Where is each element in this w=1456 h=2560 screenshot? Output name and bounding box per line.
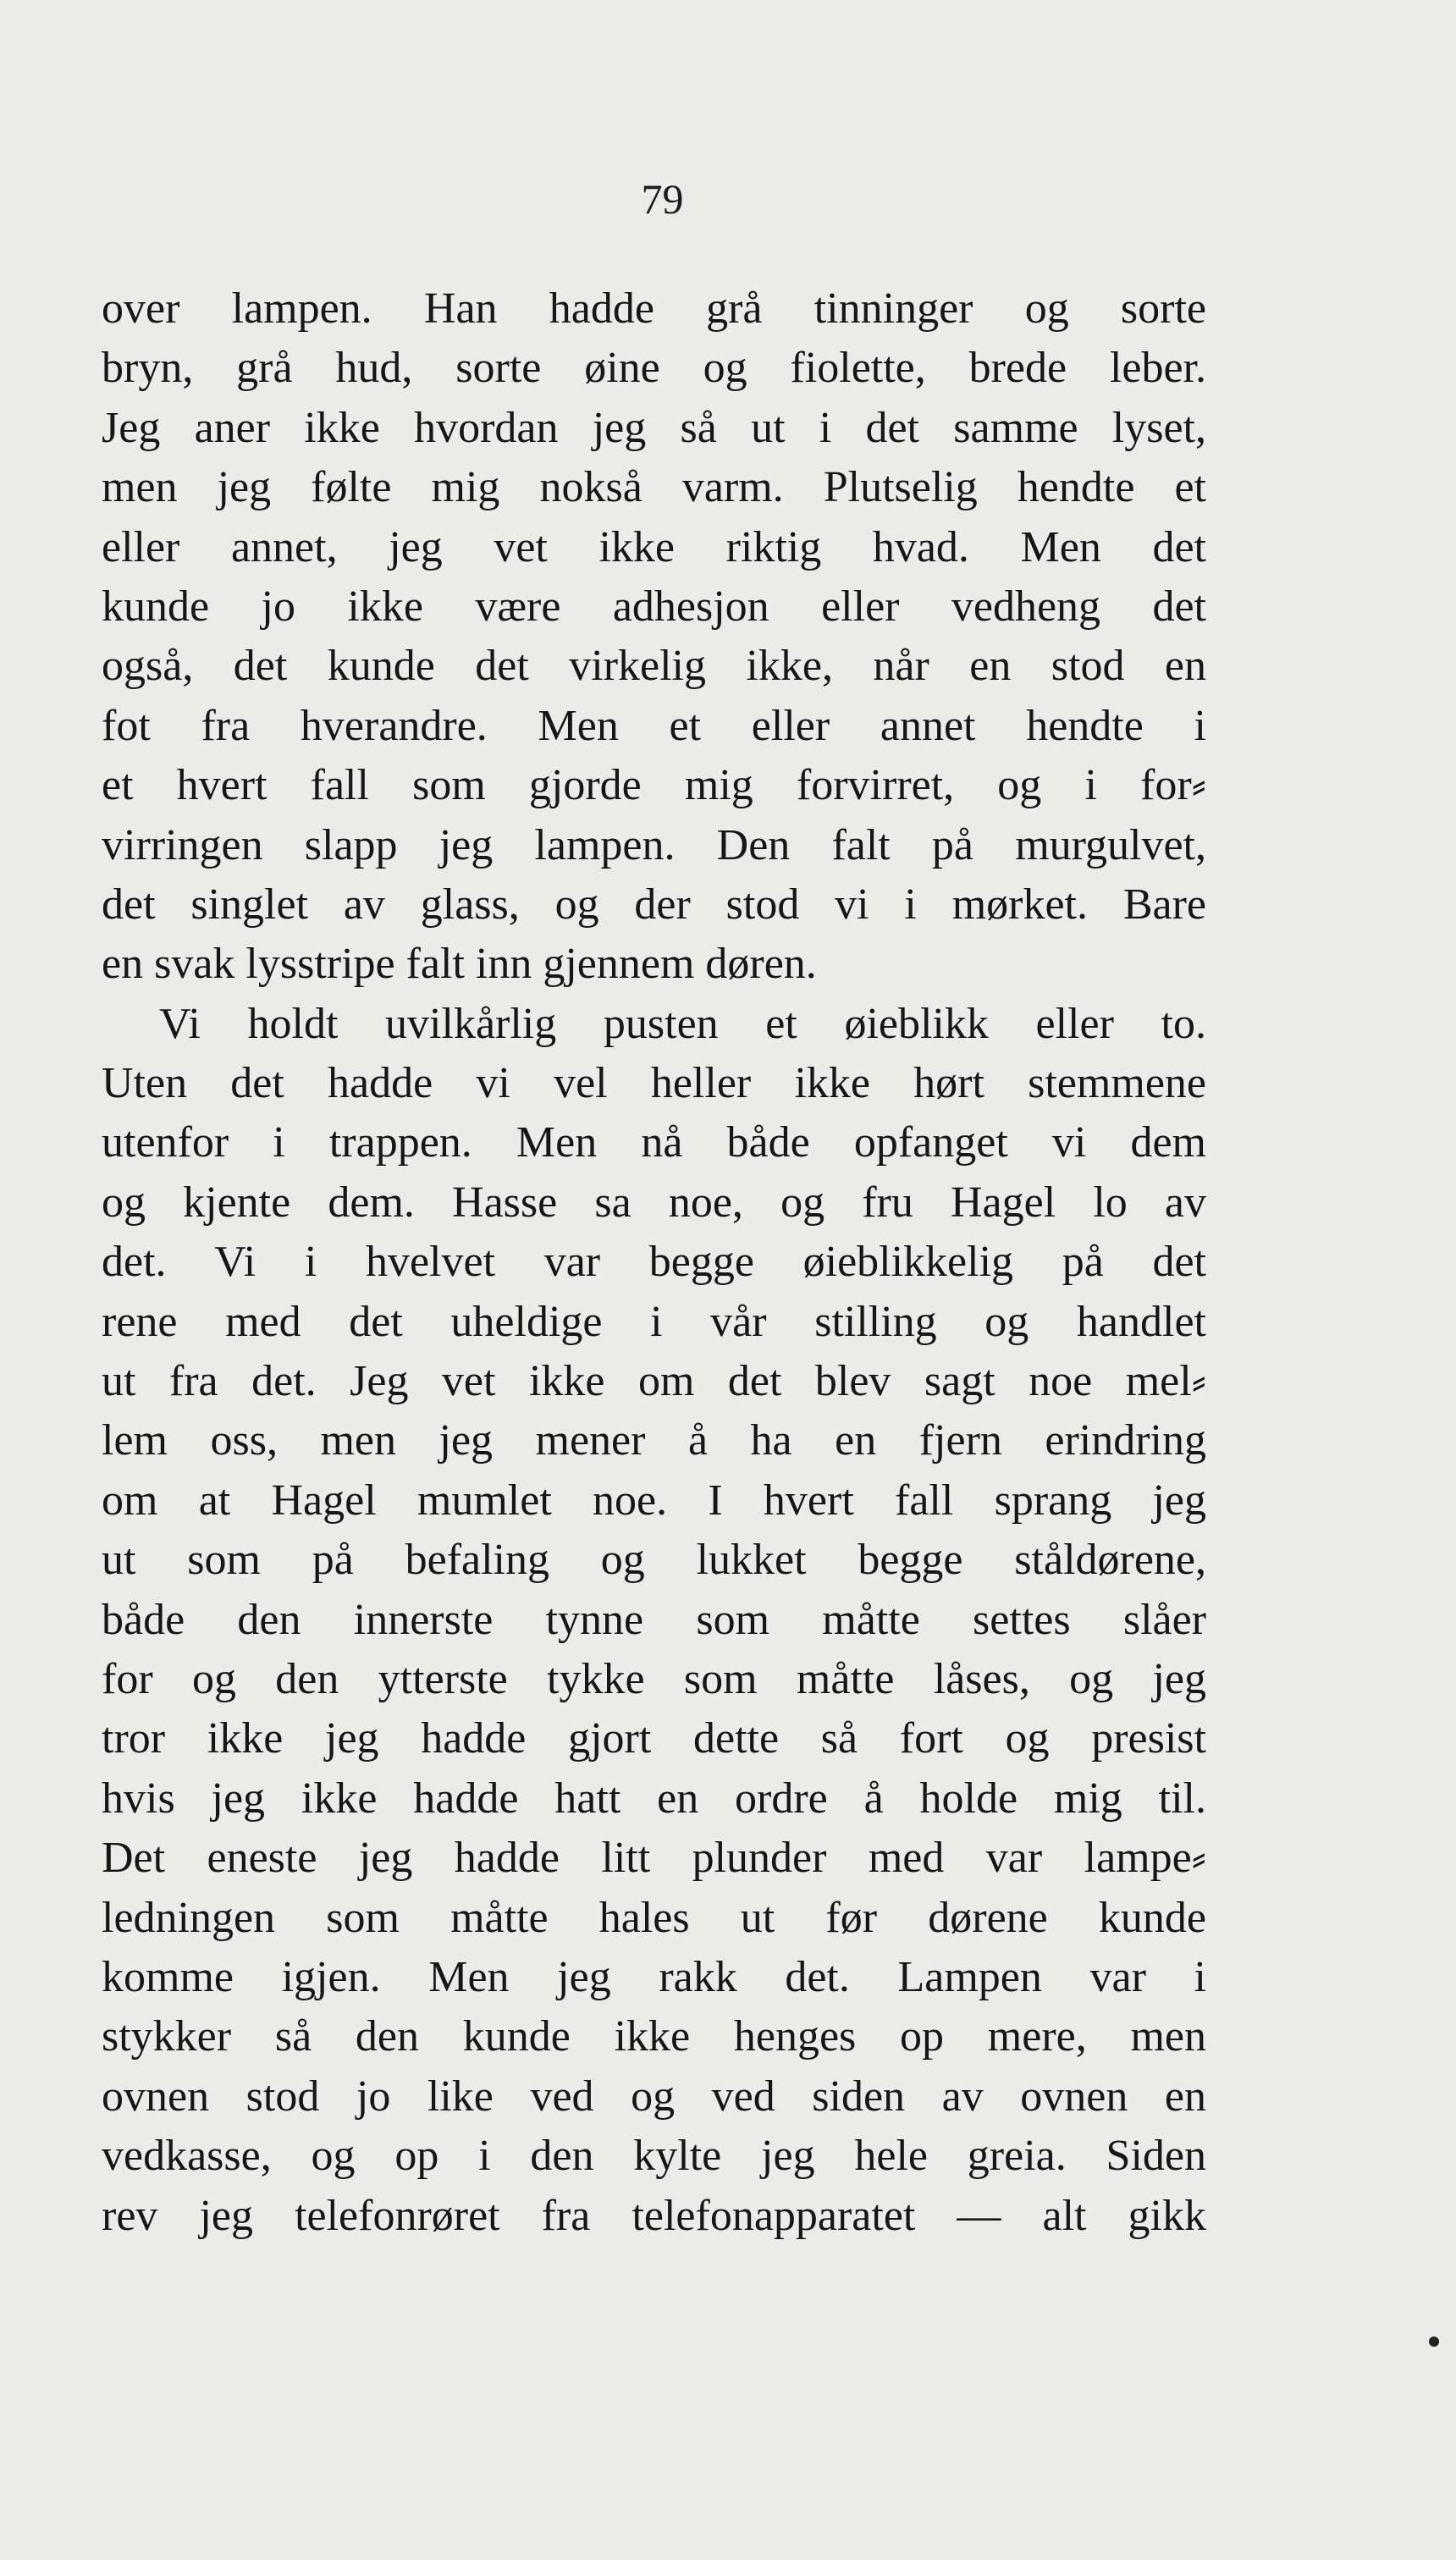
text-line: over lampen. Han hadde grå tinninger og sorte [102, 284, 1206, 333]
text-line: et hvert fall som gjorde mig forvirret, og i for⸗ [102, 761, 1206, 810]
text-line: både den innerste tynne som måtte settes slåer [102, 1595, 1206, 1644]
text-line: virringen slapp jeg lampen. Den falt på murgulvet, [102, 820, 1206, 869]
text-line: hvis jeg ikke hadde hatt en ordre å holde mig til. [102, 1774, 1206, 1823]
text-line: ovnen stod jo like ved og ved siden av ovnen en [102, 2072, 1206, 2121]
text-line: rene med det uheldige i vår stilling og handlet [102, 1297, 1206, 1346]
text-line: utenfor i trappen. Men nå både opfanget vi dem [102, 1118, 1206, 1167]
text-line: og kjente dem. Hasse sa noe, og fru Hagel lo av [102, 1178, 1206, 1227]
paragraph-start-line: Vi holdt uvilkårlig pusten et øieblikk eller to. [159, 999, 1206, 1048]
text-line: ut fra det. Jeg vet ikke om det blev sagt noe mel⸗ [102, 1357, 1206, 1406]
text-line: kunde jo ikke være adhesjon eller vedheng det [102, 582, 1206, 631]
text-line: Uten det hadde vi vel heller ikke hørt stemmene [102, 1059, 1206, 1108]
text-line: for og den ytterste tykke som måtte låses, og jeg [102, 1654, 1206, 1703]
paragraph-end-line: en svak lysstripe falt inn gjennem døren. [102, 940, 817, 989]
text-line: fot fra hverandre. Men et eller annet hendte i [102, 701, 1206, 750]
text-line: stykker så den kunde ikke henges op mere, men [102, 2012, 1206, 2061]
text-line: også, det kunde det virkelig ikke, når en stod en [102, 642, 1206, 691]
text-line: bryn, grå hud, sorte øine og fiolette, brede leber. [102, 344, 1206, 393]
text-line: Jeg aner ikke hvordan jeg så ut i det samme lyset, [102, 403, 1206, 452]
text-line: lem oss, men jeg mener å ha en fjern erindring [102, 1416, 1206, 1465]
text-line: vedkasse, og op i den kylte jeg hele greia. Siden [102, 2132, 1206, 2181]
text-line: om at Hagel mumlet noe. I hvert fall sprang jeg [102, 1476, 1206, 1525]
text-line: Det eneste jeg hadde litt plunder med var lampe⸗ [102, 1834, 1206, 1883]
body-text [102, 279, 1206, 2246]
text-line: det singlet av glass, og der stod vi i mørket. Bare [102, 880, 1206, 929]
text-line: rev jeg telefonrøret fra telefonapparatet — alt gikk [102, 2191, 1206, 2240]
text-line: eller annet, jeg vet ikke riktig hvad. Men det [102, 522, 1206, 571]
text-line: men jeg følte mig nokså varm. Plutselig hendte et [102, 463, 1206, 512]
page-number: 79 [641, 175, 684, 223]
text-line: tror ikke jeg hadde gjort dette så fort og presist [102, 1714, 1206, 1763]
text-line: det. Vi i hvelvet var begge øieblikkelig på det [102, 1238, 1206, 1287]
text-line: komme igjen. Men jeg rakk det. Lampen var i [102, 1952, 1206, 2001]
text-line: ut som på befaling og lukket begge ståldørene, [102, 1536, 1206, 1585]
text-line: ledningen som måtte hales ut før dørene kunde [102, 1893, 1206, 1942]
ink-dot-mark [1429, 2337, 1439, 2347]
